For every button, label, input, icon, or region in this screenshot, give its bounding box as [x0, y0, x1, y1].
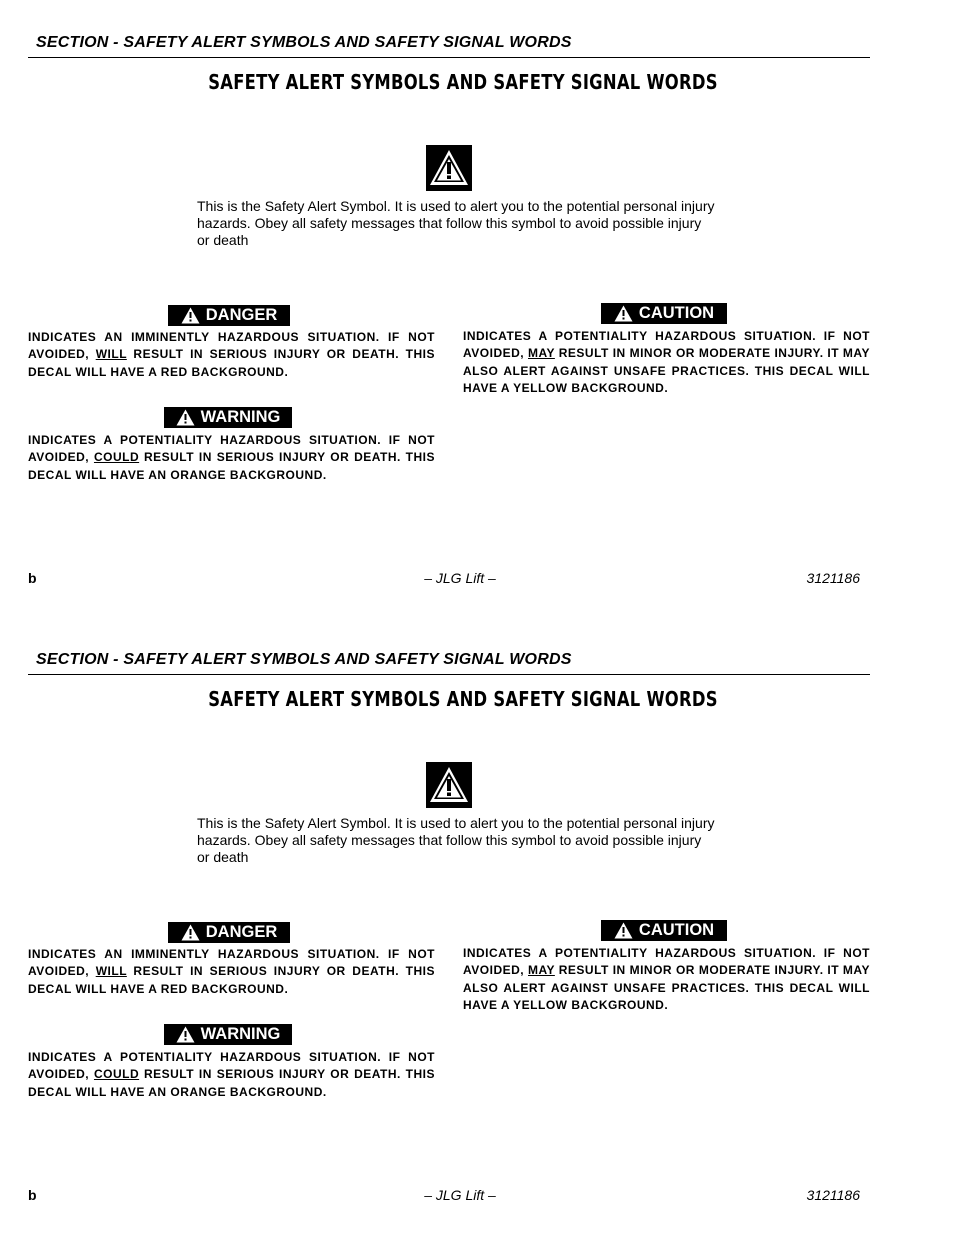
caution-text-after: RESULT IN MINOR OR MODERATE INJURY. IT MAY ALSO ALERT AGAINST UNSAFE PRACTICES. THIS DECAL WILL HAVE A YELLOW BACKGROUND. [463, 963, 871, 1012]
danger-description [28, 329, 435, 381]
caution-text-before: INDICATES A POTENTIALITY HAZARDOUS SITUATION. IF NOT AVOIDED, [463, 946, 870, 978]
warning-text-after: RESULT IN SERIOUS INJURY OR DEATH. THIS DECAL WILL HAVE AN ORANGE BACKGROUND. [28, 1067, 435, 1099]
danger-label: DANGER [205, 923, 278, 941]
danger-text-after: RESULT IN SERIOUS INJURY OR DEATH. THIS DECAL WILL HAVE A RED BACKGROUND. [28, 964, 435, 996]
warning-label: WARNING [200, 1025, 281, 1043]
warning-text-after: RESULT IN SERIOUS INJURY OR DEATH. THIS DECAL WILL HAVE AN ORANGE BACKGROUND. [28, 450, 435, 482]
intro-text: This is the Safety Alert Symbol. It is used to alert you to the potential personal injury hazards. Obey all safety messages that follow this symbol to avoid possible injury or death [197, 815, 715, 865]
caution-description [463, 945, 870, 1014]
warning-triangle-icon [614, 922, 633, 939]
danger-emphasis: WILL [95, 964, 127, 979]
header-rule [28, 57, 870, 58]
warning-triangle-icon [176, 409, 195, 426]
footer-doc-number: 3121186 [806, 1187, 860, 1203]
caution-emphasis: MAY [528, 963, 555, 978]
warning-badge [164, 407, 292, 428]
footer-brand: – JLG Lift – [424, 1187, 496, 1203]
warning-emphasis: COULD [93, 1067, 140, 1082]
warning-triangle-icon [181, 307, 200, 324]
intro-text: This is the Safety Alert Symbol. It is used to alert you to the potential personal injury hazards. Obey all safety messages that follow this symbol to avoid possible injury or death [197, 198, 715, 248]
footer-brand: – JLG Lift – [424, 570, 496, 586]
caution-label: CAUTION [638, 304, 715, 322]
warning-description [28, 1049, 435, 1101]
caution-badge [601, 303, 727, 324]
page-title: SAFETY ALERT SYMBOLS AND SAFETY SIGNAL WORDS [208, 70, 718, 94]
danger-text-before: INDICATES AN IMMINENTLY HAZARDOUS SITUATION. IF NOT AVOIDED, [28, 330, 435, 362]
footer-page-label: b [28, 1187, 37, 1203]
exclamation-triangle-icon [426, 762, 472, 808]
danger-label: DANGER [205, 306, 278, 324]
caution-label: CAUTION [638, 921, 715, 939]
footer-doc-number: 3121186 [806, 570, 860, 586]
danger-emphasis: WILL [95, 347, 127, 362]
warning-description [28, 432, 435, 484]
caution-badge [601, 920, 727, 941]
warning-label: WARNING [200, 408, 281, 426]
danger-description [28, 946, 435, 998]
warning-triangle-icon [614, 305, 633, 322]
caution-description [463, 328, 870, 397]
caution-emphasis: MAY [528, 346, 555, 361]
header-rule [28, 674, 870, 675]
warning-badge [164, 1024, 292, 1045]
caution-text-after: RESULT IN MINOR OR MODERATE INJURY. IT MAY ALSO ALERT AGAINST UNSAFE PRACTICES. THIS DECAL WILL HAVE A YELLOW BACKGROUND. [463, 346, 871, 395]
footer-page-label: b [28, 570, 37, 586]
warning-triangle-icon [181, 924, 200, 941]
warning-text-before: INDICATES A POTENTIALITY HAZARDOUS SITUATION. IF NOT AVOIDED, [28, 433, 435, 465]
section-header: SECTION - SAFETY ALERT SYMBOLS AND SAFETY SIGNAL WORDS [36, 34, 572, 51]
page-1 [0, 0, 954, 617]
warning-emphasis: COULD [93, 450, 140, 465]
exclamation-triangle-icon [426, 145, 472, 191]
danger-badge [168, 922, 290, 943]
warning-triangle-icon [176, 1026, 195, 1043]
section-header: SECTION - SAFETY ALERT SYMBOLS AND SAFETY SIGNAL WORDS [36, 651, 572, 668]
page-title: SAFETY ALERT SYMBOLS AND SAFETY SIGNAL WORDS [208, 687, 718, 711]
caution-text-before: INDICATES A POTENTIALITY HAZARDOUS SITUATION. IF NOT AVOIDED, [463, 329, 870, 361]
danger-badge [168, 305, 290, 326]
warning-text-before: INDICATES A POTENTIALITY HAZARDOUS SITUATION. IF NOT AVOIDED, [28, 1050, 435, 1082]
danger-text-before: INDICATES AN IMMINENTLY HAZARDOUS SITUATION. IF NOT AVOIDED, [28, 947, 435, 979]
danger-text-after: RESULT IN SERIOUS INJURY OR DEATH. THIS DECAL WILL HAVE A RED BACKGROUND. [28, 347, 435, 379]
page-2 [0, 617, 954, 1234]
